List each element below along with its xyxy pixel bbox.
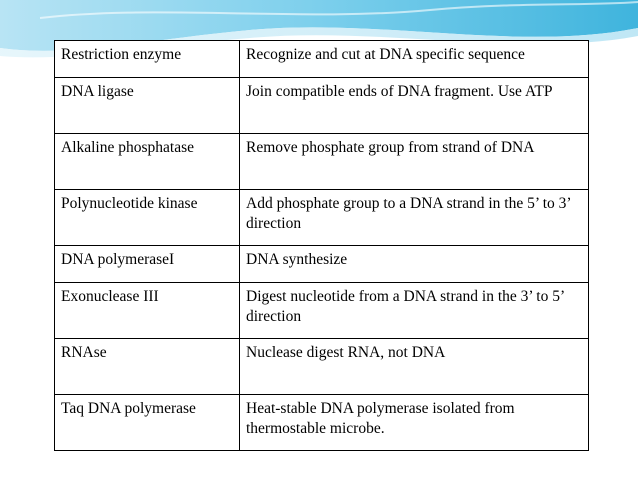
function-cell: Remove phosphate group from strand of DNA	[240, 134, 589, 190]
function-cell: Nuclease digest RNA, not DNA	[240, 339, 589, 395]
function-cell: Heat-stable DNA polymerase isolated from thermostable microbe.	[240, 395, 589, 451]
enzyme-function-table	[54, 40, 589, 451]
table-row	[55, 41, 589, 78]
enzyme-cell: Alkaline phosphatase	[55, 134, 240, 190]
function-cell: Join compatible ends of DNA fragment. Use ATP	[240, 78, 589, 134]
table-row	[55, 134, 589, 190]
function-cell: Digest nucleotide from a DNA strand in the 3’ to 5’ direction	[240, 283, 589, 339]
enzyme-cell: Taq DNA polymerase	[55, 395, 240, 451]
table-row	[55, 339, 589, 395]
enzyme-cell: Restriction enzyme	[55, 41, 240, 78]
function-cell: Recognize and cut at DNA specific sequence	[240, 41, 589, 78]
enzyme-cell: DNA polymeraseI	[55, 245, 240, 282]
table-row	[55, 245, 589, 282]
enzyme-cell: Polynucleotide kinase	[55, 190, 240, 246]
enzyme-cell: DNA ligase	[55, 78, 240, 134]
table-row	[55, 190, 589, 246]
function-cell: DNA synthesize	[240, 245, 589, 282]
enzyme-cell: RNAse	[55, 339, 240, 395]
table-row	[55, 395, 589, 451]
table-row	[55, 78, 589, 134]
function-cell: Add phosphate group to a DNA strand in the 5’ to 3’ direction	[240, 190, 589, 246]
enzyme-cell: Exonuclease III	[55, 283, 240, 339]
table-row	[55, 283, 589, 339]
